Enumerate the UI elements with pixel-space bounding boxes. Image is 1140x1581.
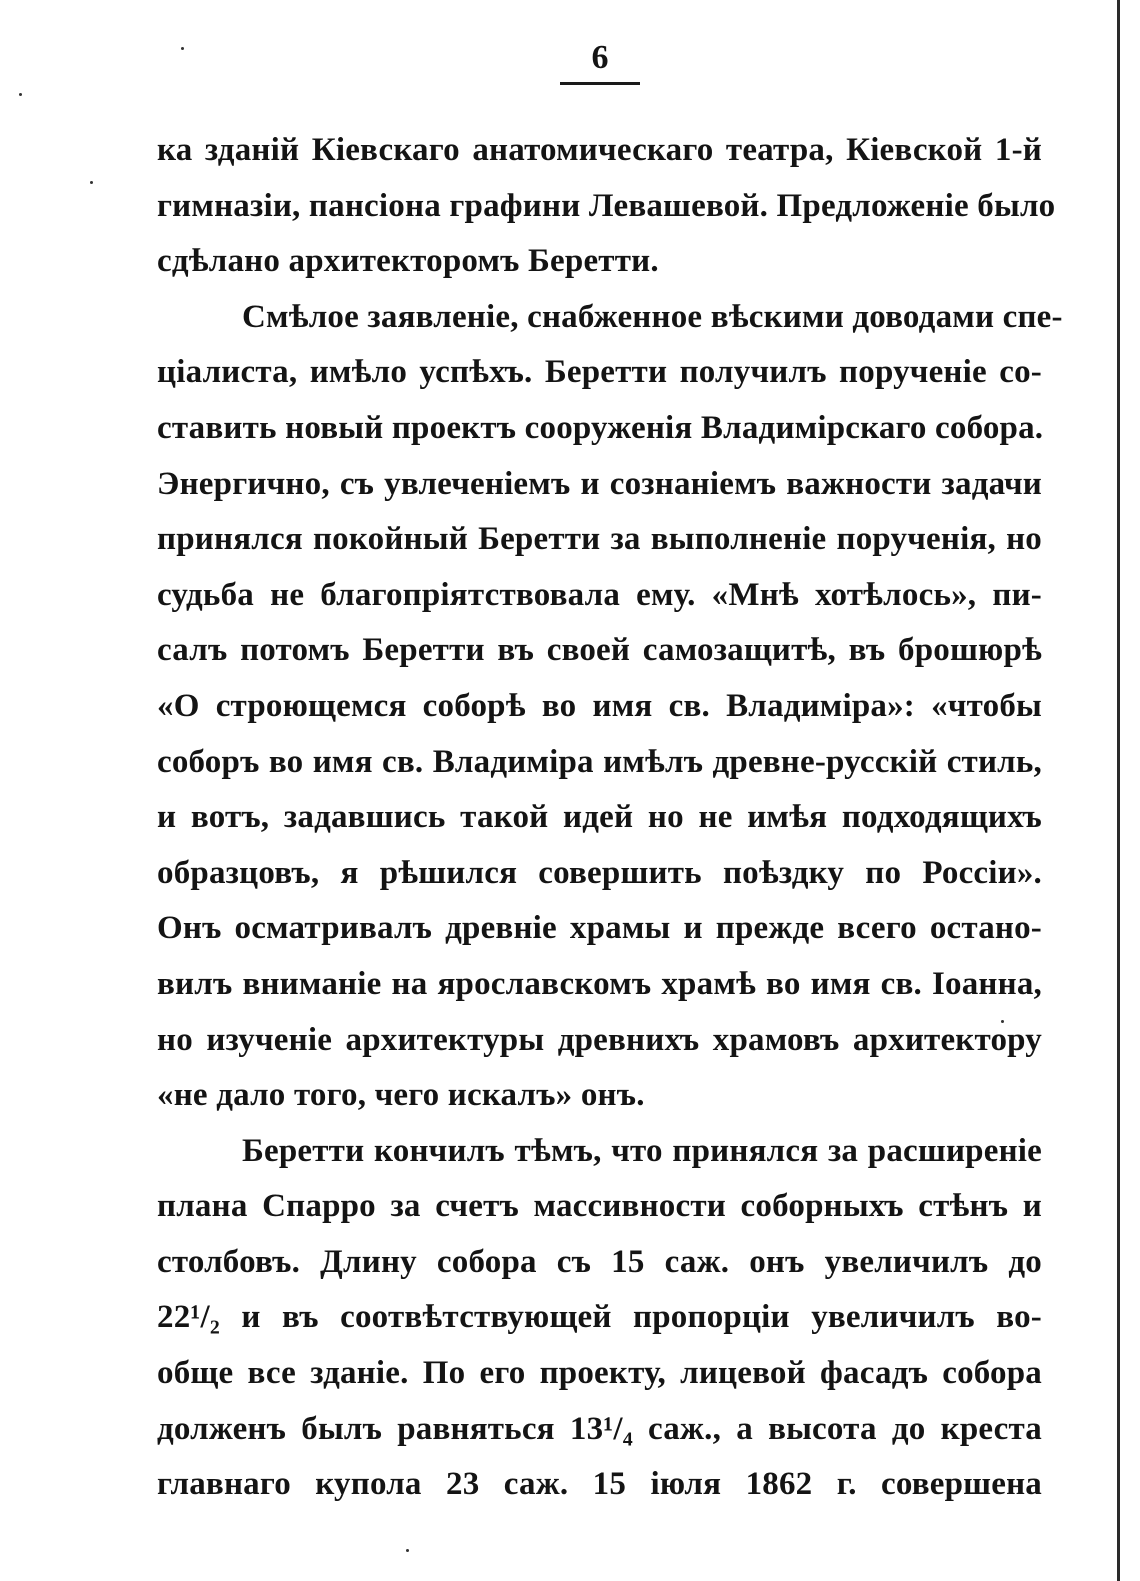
text-line: Беретти кончилъ тѣмъ, что принялся за расширенiе [242, 1132, 1042, 1169]
paragraph [157, 290, 1063, 1124]
text-line: образцовъ, я рѣшился совершить поѣздку по Россiи». [157, 854, 1042, 891]
text-line: «не дало того, чего искалъ» онъ. [157, 1077, 645, 1114]
page-number: 6 [560, 38, 640, 85]
text-line: гимназiи, пансiона графини Левашевой. Предложенiе было [157, 187, 1056, 224]
text-line: принялся покойный Беретти за выполненiе порученiя, но [157, 521, 1042, 558]
page-edge-line [1117, 0, 1120, 1581]
body-text [157, 123, 1063, 1513]
text-line: «О строющемся соборѣ во имя св. Владимiра»: «чтобы [157, 687, 1042, 724]
text-line: ставить новый проектъ сооруженiя Владимiрскаго собора. [157, 409, 1044, 446]
text-line: долженъ былъ равняться 13¹/₄ саж., а высота до креста [157, 1410, 1042, 1447]
text-line: сдѣлано архитекторомъ Беретти. [157, 243, 659, 280]
text-line: 22¹/₂ и въ соотвѣтствующей пропорцiи увеличилъ во- [157, 1299, 1042, 1336]
text-line: Онъ осматривалъ древнiе храмы и прежде всего остано- [157, 910, 1042, 947]
text-line: но изученiе архитектуры древнихъ храмовъ архитектору [157, 1021, 1042, 1058]
text-line: обще все зданiе. По его проекту, лицевой фасадъ собора [157, 1355, 1042, 1392]
print-speck [181, 47, 184, 50]
paragraph [157, 123, 1056, 290]
text-line: цiалиста, имѣло успѣхъ. Беретти получилъ порученiе со- [157, 354, 1042, 391]
print-speck [19, 93, 22, 96]
text-line: главнаго купола 23 саж. 15 iюля 1862 г. совершена [157, 1466, 1042, 1503]
text-line: ка зданiй Кiевскаго анатомическаго театра, Кiевской 1-й [157, 132, 1042, 168]
text-line: вилъ вниманiе на ярославскомъ храмѣ во имя св. Iоанна, [157, 965, 1042, 1002]
text-line: соборъ во имя св. Владимiра имѣлъ древне-русскiй стиль, [157, 743, 1042, 780]
print-speck [406, 1549, 409, 1552]
paragraph [157, 1124, 1042, 1513]
text-line: столбовъ. Длину собора съ 15 саж. онъ увеличилъ до [157, 1243, 1042, 1280]
text-line: Смѣлое заявленiе, снабженное вѣскими доводами спе- [242, 298, 1063, 335]
text-line: плана Спарро за счетъ массивности соборныхъ стѣнъ и [157, 1188, 1042, 1225]
text-line: судьба не благопрiятствовала ему. «Мнѣ хотѣлось», пи- [157, 576, 1042, 613]
text-line: и вотъ, задавшись такой идей но не имѣя подходящихъ [157, 799, 1042, 836]
text-line: Энергично, съ увлеченiемъ и сознанiемъ важности задачи [157, 465, 1042, 502]
text-line: салъ потомъ Беретти въ своей самозащитѣ, въ брошюрѣ [157, 632, 1042, 669]
print-speck [90, 181, 93, 184]
